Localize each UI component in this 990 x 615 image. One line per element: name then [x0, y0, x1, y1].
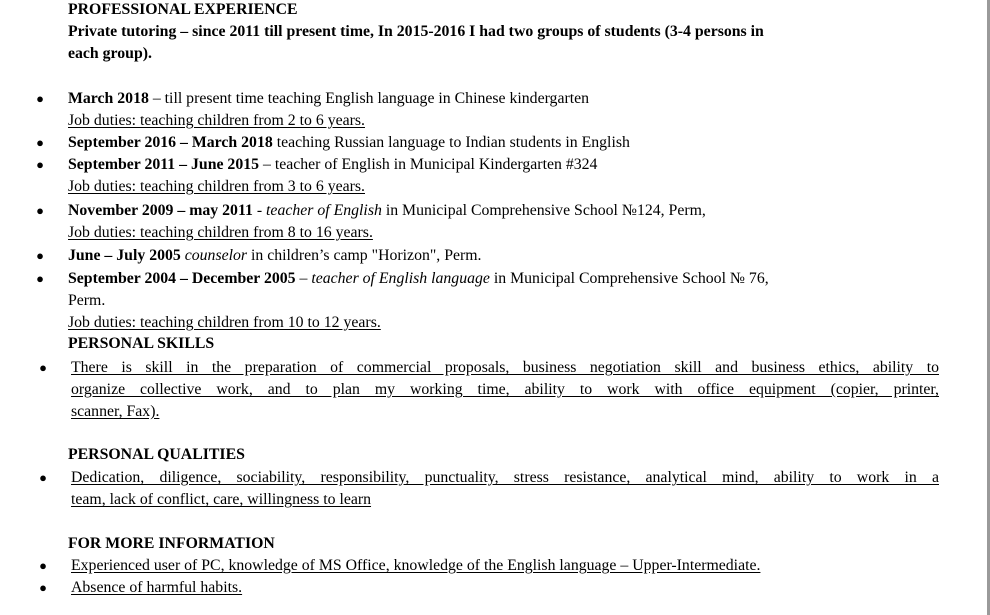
experience-item-dates: June – July 2005: [68, 247, 181, 264]
experience-item: [68, 132, 630, 154]
experience-intro-line2: each group).: [68, 45, 152, 62]
experience-item-duties: Job duties: teaching children from 8 to 16 years.: [68, 224, 373, 241]
skills-heading: PERSONAL SKILLS: [68, 335, 215, 352]
bullet-icon: ●: [39, 360, 47, 375]
skills-text-line2: organize collective work, and to plan my working time, ability to work with office equipment (copier, printer,: [71, 381, 939, 398]
experience-item-role: counselor: [184, 247, 248, 264]
skills-text-line3: scanner, Fax).: [71, 403, 160, 420]
bullet-icon: ●: [39, 558, 47, 573]
experience-item: [68, 154, 597, 176]
experience-item-role: teacher of English: [266, 202, 382, 219]
experience-item-duties: Job duties: teaching children from 3 to 6 years.: [68, 178, 365, 195]
experience-item-duties: Job duties: teaching children from 2 to 6 years.: [68, 112, 365, 129]
bullet-icon: ●: [36, 248, 44, 263]
qualities-text-line1: Dedication, diligence, sociability, responsibility, punctuality, stress resistance, analytical mind, ability to work in a: [71, 469, 939, 486]
bullet-icon: ●: [39, 470, 47, 485]
experience-item-duties: Job duties: teaching children from 10 to 12 years.: [68, 314, 381, 331]
experience-item-text: – till present time teaching English language in Chinese kindergarten: [148, 90, 590, 107]
experience-item-role: teacher of English language: [311, 270, 490, 287]
experience-item: [68, 200, 706, 222]
bullet-icon: ●: [36, 157, 44, 172]
qualities-text-line2: team, lack of conflict, care, willingness to learn: [71, 491, 372, 508]
bullet-icon: ●: [36, 203, 44, 218]
experience-item-dates: September 2011 – June 2015: [68, 156, 260, 173]
experience-item-separator: –: [295, 270, 312, 287]
experience-item-text: in Municipal Comprehensive School №124, Perm,: [381, 202, 706, 219]
experience-item-text-line2: Perm.: [68, 292, 106, 309]
experience-item: [68, 88, 589, 110]
experience-item-text: in Municipal Comprehensive School № 76,: [489, 270, 769, 287]
bullet-icon: ●: [36, 91, 44, 106]
experience-item-dates: September 2004 – December 2005: [68, 270, 296, 287]
more-info-item: Absence of harmful habits.: [71, 579, 243, 596]
qualities-heading: PERSONAL QUALITIES: [68, 446, 245, 463]
experience-item: [68, 268, 769, 290]
more-info-heading: FOR MORE INFORMATION: [68, 535, 275, 552]
more-info-item: Experienced user of PC, knowledge of MS Office, knowledge of the English language – Upper-Intermediate.: [71, 557, 761, 574]
experience-item-text: in children’s camp "Horizon", Perm.: [247, 247, 482, 264]
experience-intro-line1: Private tutoring – since 2011 till present time, In 2015-2016 I had two groups of students (3-4 persons in: [68, 23, 764, 40]
experience-item-text: – teacher of English in Municipal Kindergarten #324: [259, 156, 598, 173]
bullet-icon: ●: [36, 135, 44, 150]
experience-item-dates: September 2016 – March 2018: [68, 134, 273, 151]
bullet-icon: ●: [36, 271, 44, 286]
experience-item-text: teaching Russian language to Indian students in English: [272, 134, 630, 151]
experience-item-dates: November 2009 – may 2011: [68, 202, 253, 219]
experience-heading: PROFESSIONAL EXPERIENCE: [68, 1, 298, 18]
bullet-icon: ●: [39, 580, 47, 595]
experience-item-separator: -: [252, 202, 267, 219]
experience-item: [68, 245, 482, 267]
experience-item-dates: March 2018: [68, 90, 149, 107]
skills-text-line1: There is skill in the preparation of commercial proposals, business negotiation skill and business ethics, ability to: [71, 359, 939, 376]
